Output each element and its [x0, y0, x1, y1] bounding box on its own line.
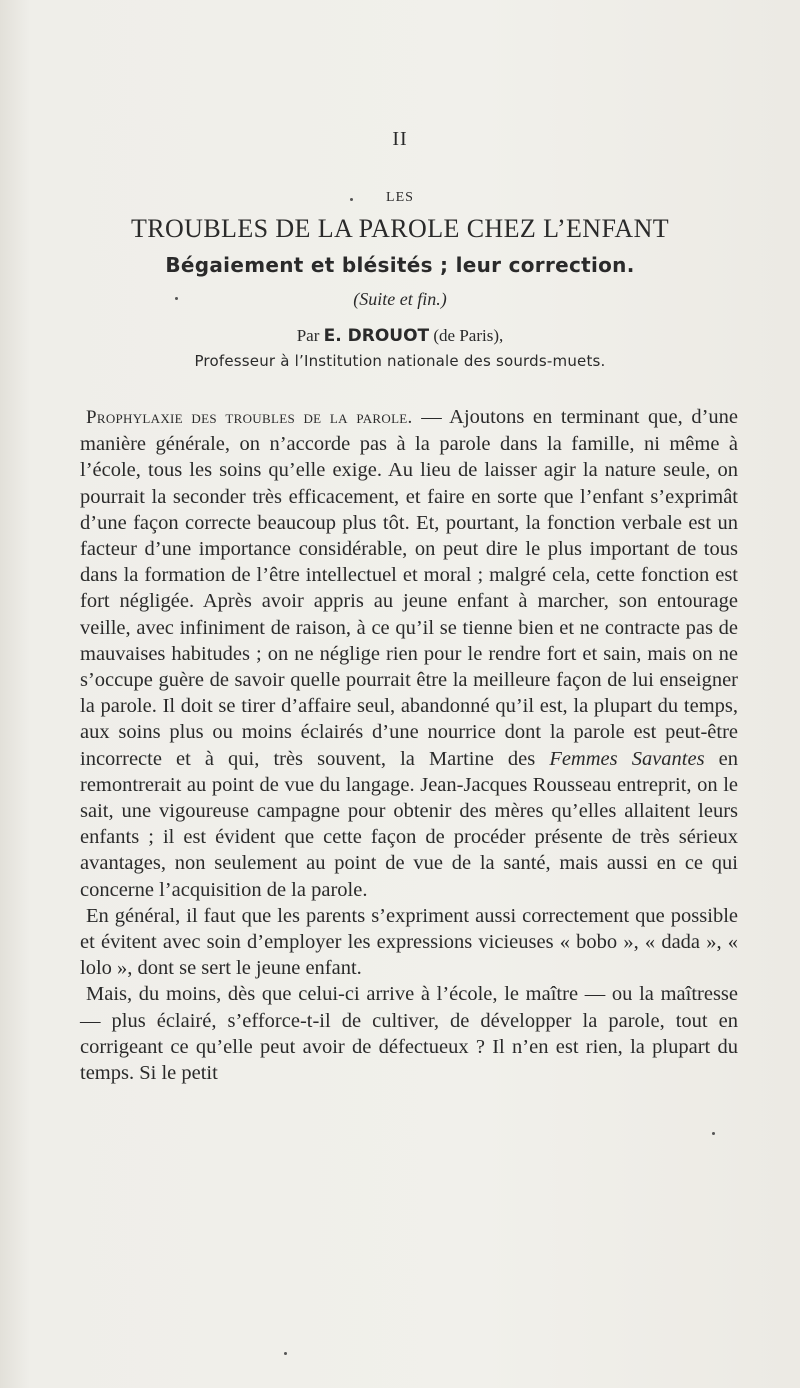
- author-line: [0, 326, 800, 346]
- paragraph-1-text-a: — Ajoutons en terminant que, d’une manière générale, on n’accorde pas à la parole dans la famille, ni même à l’école, tous les soins qu’elle exige. Au lieu de laisser agir la nature seule, on pourrait la seconder très efficacement, et faire en sorte que l’enfant s’exprimât d’une façon correcte beaucoup plus tôt. Et, pourtant, la fonction verbale est un facteur d’une importance considérable, on peut dire le plus important de tous dans la formation de l’être intellectuel et moral ; malgré cela, cette fonction est fort négligée. Après avoir appris au jeune enfant à marcher, son entourage veille, avec infiniment de raison, à ce qu’il se tienne bien et ne contracte pas de mauvaises habitudes ; on ne néglige rien pour le rendre fort et sain, mais on ne s’occupe guère de savoir quelle pourrait être la meilleure façon de lui enseigner la parole. Il doit se tirer d’affaire seul, abandonné qu’il est, la plupart du temps, aux soins plus ou moins éclairés d’une nourrice dont la parole est peut-être incorrecte et à qui, très souvent, la Martine des: [80, 406, 738, 770]
- paragraph-1-text-b: en remontrerait au point de vue du langage. Jean-Jacques Rousseau entreprit, on le sait, une vigoureuse campagne pour obtenir des mères qu’elles allaitent leurs enfants ; il est évident que cette façon de procéder présente de très sérieux avantages, non seulement au point de vue de la santé, mais aussi en ce qui concerne l’acquisition de la parole.: [80, 747, 738, 901]
- cited-work-title: Femmes Savantes: [549, 747, 705, 770]
- author-affiliation: Professeur à l’Institution nationale des sourds-muets.: [194, 352, 606, 370]
- paper-speck: [175, 297, 178, 300]
- author-name: E. DROUOT: [323, 326, 430, 346]
- continuation-note: (Suite et fin.): [353, 289, 447, 309]
- paragraph-3: Mais, du moins, dès que celui-ci arrive à l’école, le maître — ou la maîtresse — plus éclairé, s’efforce-t-il de cultiver, de développer la parole, tout en corrigeant ce qu’elle peut avoir de défectueux ? Il n’en est rien, la plupart du temps. Si le petit: [80, 983, 738, 1085]
- paper-speck: [284, 1352, 287, 1355]
- paper-speck: [712, 1132, 715, 1135]
- paper-speck: [350, 198, 353, 201]
- article-body: [80, 404, 738, 1086]
- paragraph-heading: Prophylaxie des troubles de la parole.: [86, 407, 413, 428]
- paragraph-2: En général, il faut que les parents s’expriment aussi correctement que possible et évitent avec soin d’employer les expressions vicieuses « bobo », « dada », « lolo », dont se sert le jeune enfant.: [80, 904, 738, 980]
- paragraph-1: [80, 404, 738, 903]
- section-number: II: [392, 128, 408, 150]
- author-suffix: (de Paris),: [429, 326, 504, 345]
- article-subtitle: Bégaiement et blésités ; leur correction.: [165, 253, 635, 277]
- title-kicker: LES: [386, 190, 414, 205]
- article-title: TROUBLES DE LA PAROLE CHEZ L’ENFANT: [130, 214, 670, 243]
- author-prefix: Par: [296, 326, 324, 345]
